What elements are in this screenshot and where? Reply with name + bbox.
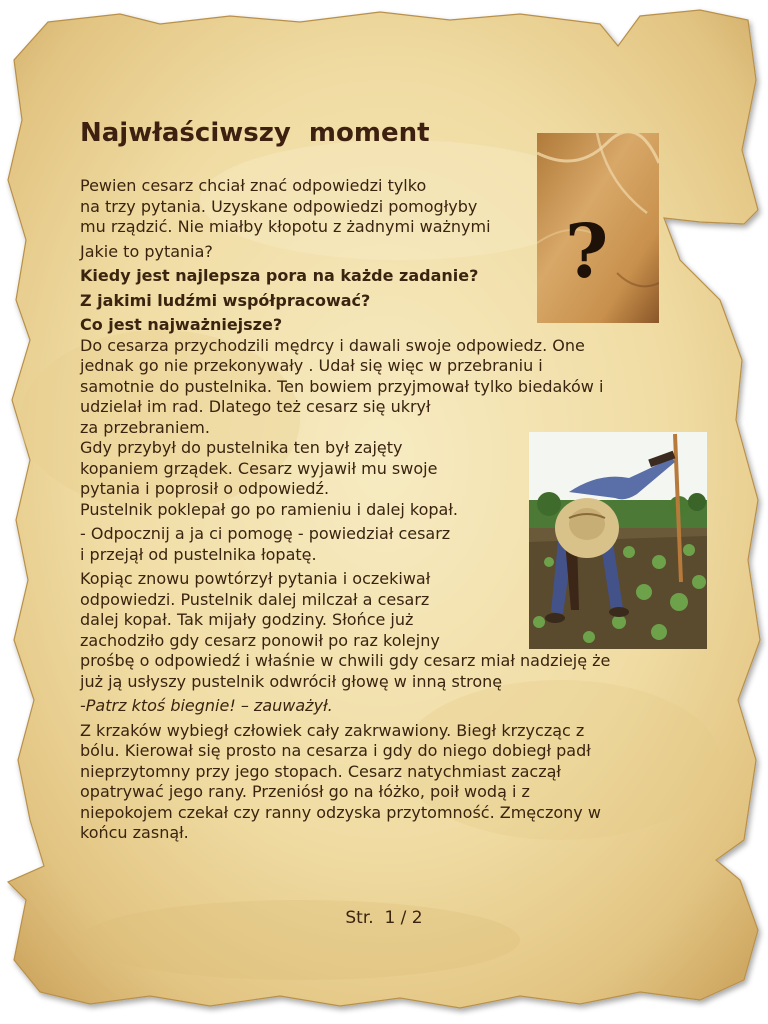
paragraph-line: Gdy przybył do pustelnika ten był zajęty (80, 438, 403, 457)
intro-line: Pewien cesarz chciał znać odpowiedzi tylko (80, 176, 427, 195)
paragraph-line: pytania i poprosił o odpowiedź. (80, 479, 330, 498)
paragraph-line: opatrywać jego rany. Przeniósł go na łóżko, poił wodą i z (80, 782, 530, 801)
body-text (80, 176, 610, 844)
paragraph-line: bólu. Kierował się prosto na cesarza i gdy do niego dobiegł padł (80, 741, 591, 760)
paragraph-line: i przejął od pustelnika łopatę. (80, 544, 317, 564)
paragraph-line: za przebraniem. (80, 417, 210, 437)
intro-line: mu rządzić. Nie miałby kłopotu z żadnymi ważnymi (80, 217, 491, 236)
paragraph-line: niepokojem czekał czy ranny odzyska przytomność. Zmęczony w (80, 802, 601, 822)
paragraph-line: jednak go nie przekonywały . Udał się więc w przebraniu i (80, 356, 543, 375)
page-number: Str. 1 / 2 (345, 908, 423, 928)
document-title: Najwłaściwszy moment (80, 118, 430, 148)
paragraph-line: Pustelnik poklepał go po ramieniu i dalej kopał. (80, 499, 458, 519)
question-intro: Jakie to pytania? (80, 241, 213, 261)
intro-line: na trzy pytania. Uzyskane odpowiedzi pomogłyby (80, 196, 478, 216)
paragraph-line: nieprzytomny przy jego stopach. Cesarz natychmiast zaczął (80, 761, 561, 781)
paragraph-line: prośbę o odpowiedź i właśnie w chwili gdy cesarz miał nadzieję że (80, 651, 611, 670)
paragraph-line: samotnie do pustelnika. Ten bowiem przyjmował tylko biedaków i (80, 376, 604, 396)
paragraph-line: już ją usłyszy pustelnik odwrócił głowę w inną stronę (80, 671, 503, 691)
paragraph-line: kopaniem grządek. Cesarz wyjawił mu swoje (80, 458, 438, 478)
paragraph-line: dalej kopał. Tak mijały godziny. Słońce już (80, 610, 414, 629)
paragraph-line: udzielał im rad. Dlatego też cesarz się ukrył (80, 397, 431, 416)
paragraph-line: Do cesarza przychodzili mędrcy i dawali swoje odpowiedz. One (80, 335, 585, 355)
paragraph-line: końcu zasnął. (80, 823, 189, 842)
paragraph-line: - Odpocznij a ja ci pomogę - powiedział cesarz (80, 524, 451, 543)
question-2: Z jakimi ludźmi współpracować? (80, 290, 371, 310)
question-3: Co jest najważniejsze? (80, 315, 283, 334)
paragraph-line: Kopiąc znowu powtórzył pytania i oczekiwał (80, 569, 431, 588)
question-1: Kiedy jest najlepsza pora na każde zadanie? (80, 266, 479, 285)
dialogue-line: -Patrz ktoś biegnie! – zauważył. (80, 696, 333, 715)
paragraph-line: odpowiedzi. Pustelnik dalej milczał a cesarz (80, 589, 430, 609)
question-mark-icon: ? (565, 209, 609, 295)
paragraph-line: zachodziło gdy cesarz ponowił po raz kolejny (80, 630, 440, 650)
paragraph-line: Z krzaków wybiegł człowiek cały zakrwawiony. Biegł krzycząc z (80, 720, 585, 740)
